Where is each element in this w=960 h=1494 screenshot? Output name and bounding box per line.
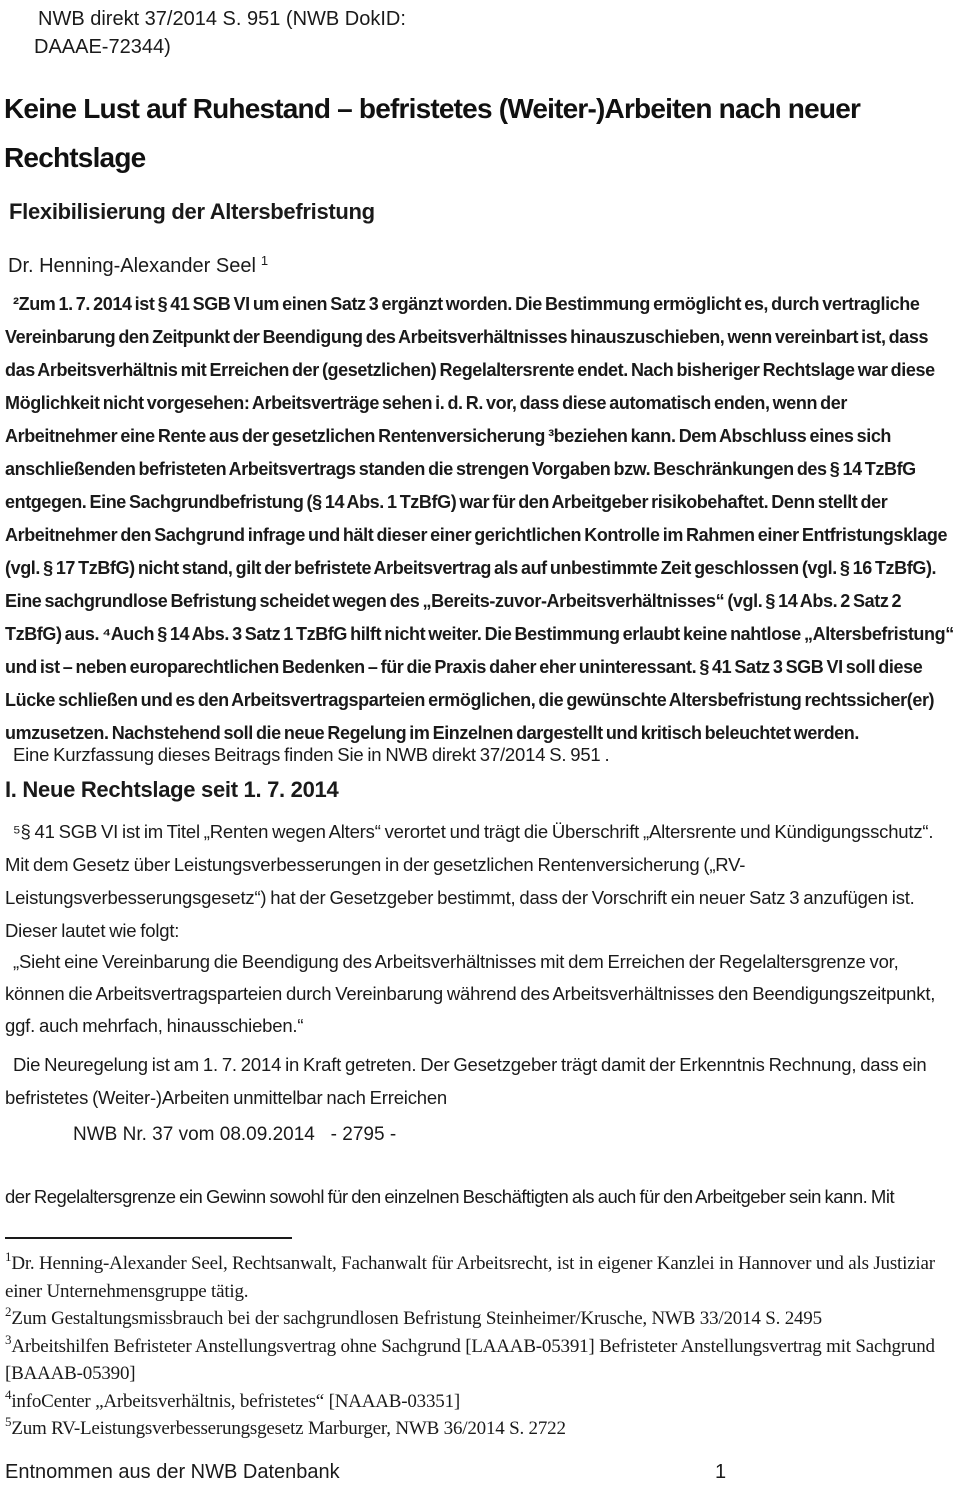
lead-paragraph: ²Zum 1. 7. 2014 ist § 41 SGB VI um einen Satz 3 ergänzt worden. Die Bestimmung ermöglicht es, durch vertragliche Vereinbarung den Zeitpunkt der Beendigung des Arbeitsverhältnisses hinauszuschieben, wenn vereinbart ist, dass das Arbeitsverhältnis mit Erreichen der (gesetzlichen) Regelaltersrente endet. Nach bisheriger Rechtslage war diese Möglichkeit nicht vorgesehen: Arbeitsverträge sehen i. d. R. vor, dass diese automatisch enden, wenn der Arbeitnehmer eine Rente aus der gesetzlichen Rentenversicherung ³beziehen kann. Dem Abschluss eines sich anschließenden befristeten Arbeitsvertrags standen die strengen Vorgaben bzw. Beschränkungen des § 14 TzBfG entgegen. Eine Sachgrundbefristung (§ 14 Abs. 1 TzBfG) war für den Arbeitgeber risikobehaftet. Denn stellt der Arbeitnehmer den Sachgrund infrage und hält dieser einer gerichtlichen Kontrolle im Rahmen einer Entfristungsklage (vgl. § 17 TzBfG) nicht stand, gilt der befristete Arbeitsvertrag als auf unbestimmte Zeit geschlossen (vgl. § 16 TzBfG). Eine sachgrundlose Befristung scheidet wegen des „Bereits-zuvor-Arbeitsverhältnisses“ (vgl. § 14 Abs. 2 Satz 2 TzBfG) aus. ⁴Auch § 14 Abs. 3 Satz 1 TzBfG hilft nicht weiter. Die Bestimmung erlaubt keine nahtlose „Altersbefristung“ und ist – neben europarechtlichen Bedenken – für die Praxis daher eher uninteressant. § 41 Satz 3 SGB VI soll diese Lücke schließen und es den Arbeitsvertragsparteien ermöglichen, die gewünschte Altersbefristung rechtssicher(er) umzusetzen. Nachstehend soll die neue Regelung im Einzelnen dargestellt und kritisch beleuchtet werden. <box>5 294 954 743</box>
footer-source: Entnommen aus der NWB Datenbank <box>5 1461 340 1483</box>
author-name: Dr. Henning-Alexander Seel <box>8 255 256 277</box>
footnote <box>5 1388 956 1416</box>
doc-header-line2: DAAAE-72344) <box>34 36 171 58</box>
footnotes-block <box>5 1250 956 1443</box>
footnote-number: 2 <box>5 1304 12 1319</box>
footer-page-number: 1 <box>715 1461 727 1483</box>
footnote <box>5 1305 956 1333</box>
doc-header <box>34 5 950 61</box>
footnote <box>5 1415 956 1443</box>
article-subtitle: Flexibilisierung der Altersbefristung <box>9 199 375 224</box>
doc-header-line1: NWB direkt 37/2014 S. 951 (NWB DokID: <box>38 8 406 30</box>
footnote-text: Zum RV-Leistungsverbesserungsgesetz Marburger, NWB 36/2014 S. 2722 <box>11 1418 566 1439</box>
article-title-line2: Rechtslage <box>4 142 146 173</box>
footnote-separator <box>5 1237 292 1239</box>
footnote-text: Zum Gestaltungsmissbrauch bei der sachgrundlosen Befristung Steinheimer/Krusche, NWB 33/2014 S. 2495 <box>11 1308 822 1329</box>
summary-note: Eine Kurzfassung dieses Beitrags finden Sie in NWB direkt 37/2014 S. 951 . <box>13 744 610 765</box>
article-title-line1: Keine Lust auf Ruhestand – befristetes (Weiter-)Arbeiten nach neuer <box>4 93 861 124</box>
carryover-paragraph: der Regelaltersgrenze ein Gewinn sowohl für den einzelnen Beschäftigten als auch für den Arbeitgeber sein kann. Mit <box>5 1186 895 1207</box>
section-paragraph: ⁵§ 41 SGB VI ist im Titel „Renten wegen Alters“ verortet und trägt die Überschrift „Altersrente und Kündigungsschutz“. Mit dem Gesetz über Leistungsverbesserungen in der gesetzlichen Rentenversicherung („RV-Leistungsverbesserungsgesetz“) hat der Gesetzgeber bestimmt, dass der Vorschrift ein neuer Satz 3 anzufügen ist. Dieser lautet wie folgt: <box>5 821 934 941</box>
footnote <box>5 1250 956 1305</box>
footnote-number: 1 <box>5 1249 12 1264</box>
footnote-text: Dr. Henning-Alexander Seel, Rechtsanwalt, Fachanwalt für Arbeitsrecht, ist in eigener Kanzlei in Hannover und als Justiziar einer Unternehmensgruppe tätig. <box>5 1253 935 1302</box>
section-heading: I. Neue Rechtslage seit 1. 7. 2014 <box>5 777 339 802</box>
law-quote: „Sieht eine Vereinbarung die Beendigung des Arbeitsverhältnisses mit dem Erreichen der Regelaltersgrenze vor, können die Arbeitsvertragsparteien durch Vereinbarung während des Arbeitsverhältnisses den Beendigungszeitpunkt, ggf. auch mehrfach, hinausschieben.“ <box>5 951 936 1036</box>
footnote-number: 5 <box>5 1414 12 1429</box>
footnote-number: 3 <box>5 1331 12 1347</box>
article-title <box>4 84 954 182</box>
footnote-number: 4 <box>5 1386 12 1402</box>
author-line <box>8 253 954 278</box>
page-break-marker: NWB Nr. 37 vom 08.09.2014 - 2795 - <box>73 1124 397 1145</box>
footnote <box>5 1333 956 1388</box>
page-footer <box>5 1461 955 1484</box>
footnote-text: infoCenter „Arbeitsverhältnis, befristetes“ [NAAAB-03351] <box>11 1390 461 1412</box>
author-footnote-ref: 1 <box>260 253 269 268</box>
footnote-text: Arbeitshilfen Befristeter Anstellungsvertrag ohne Sachgrund [LAAAB-05391] Befristeter Anstellungsvertrag mit Sachgrund [BAAAB-05390] <box>5 1335 935 1384</box>
continuation-paragraph: Die Neuregelung ist am 1. 7. 2014 in Kraft getreten. Der Gesetzgeber trägt damit der Erkenntnis Rechnung, dass ein befristetes (Weiter-)Arbeiten unmittelbar nach Erreichen <box>5 1054 927 1108</box>
